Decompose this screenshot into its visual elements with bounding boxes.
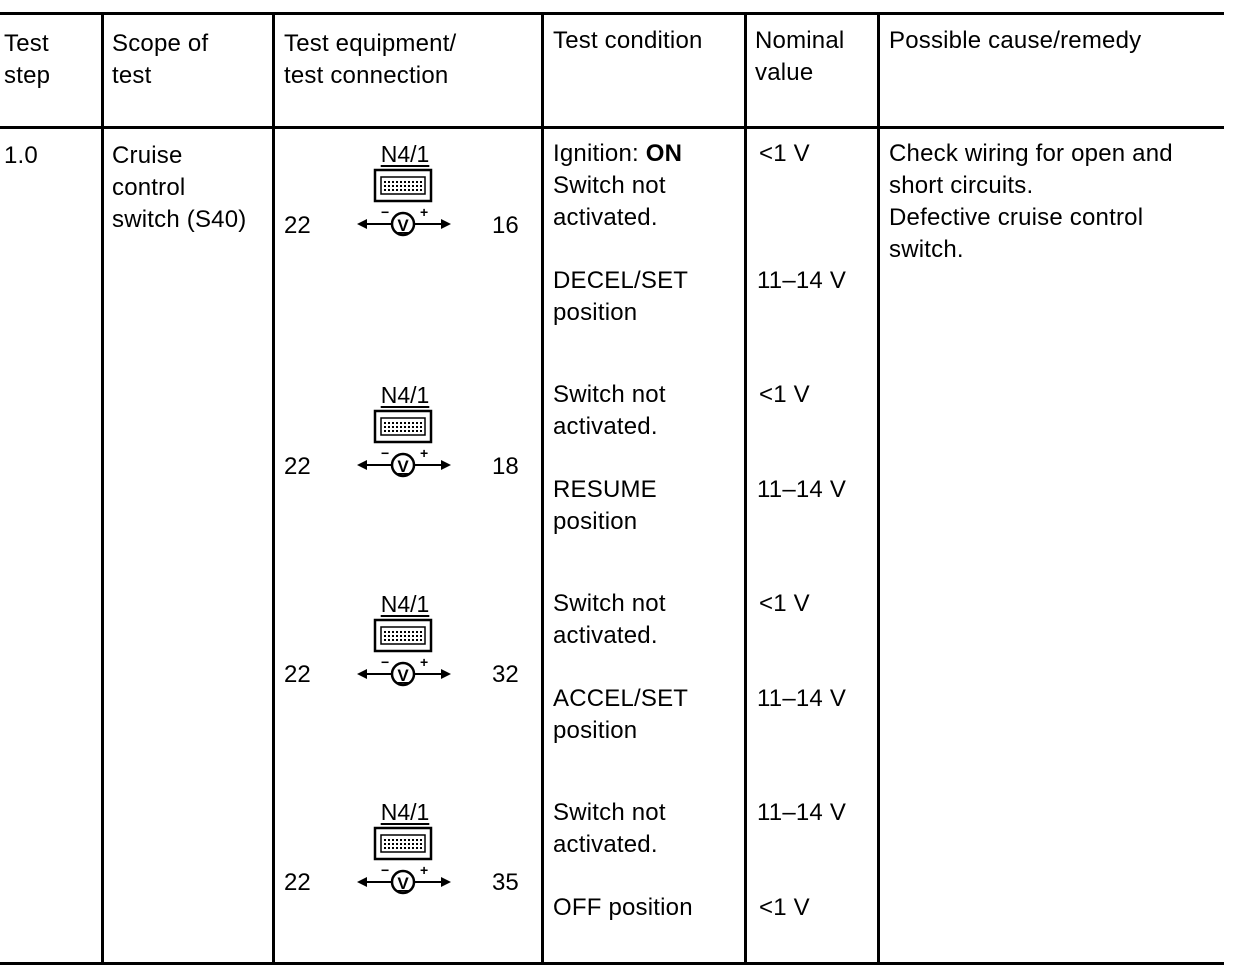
condition-1: Switch not activated. [553, 799, 666, 858]
connector-label: N4/1 [380, 591, 430, 617]
table-top-rule [0, 12, 1224, 15]
svg-text:−: − [381, 204, 390, 220]
remedy-text: Check wiring for open and short circuits. Defective cruise control switch. [889, 140, 1173, 263]
header-bottom-rule [0, 126, 1224, 129]
svg-text:+: + [420, 654, 429, 670]
column-divider [877, 12, 880, 965]
header-scope: Scope of test [112, 30, 209, 89]
pin-left: 22 [284, 212, 311, 239]
value-2: 11–14 V [757, 267, 847, 294]
condition-2: RESUME position [553, 476, 657, 535]
svg-text:−: − [381, 445, 390, 461]
connector-label: N4/1 [380, 382, 430, 408]
column-divider [744, 12, 747, 965]
condition-2: ACCEL/SET position [553, 685, 689, 744]
voltmeter-connection [345, 142, 465, 242]
column-divider [272, 12, 275, 965]
header-test-step: Test step [4, 30, 51, 89]
svg-text:−: − [381, 654, 390, 670]
condition-1: Switch not activated. [553, 381, 666, 440]
header-remedy: Possible cause/remedy [889, 27, 1142, 54]
condition-2: OFF position [553, 894, 693, 921]
pin-right: 32 [492, 661, 519, 688]
condition-2: DECEL/SET position [553, 267, 689, 326]
pin-right: 16 [492, 212, 519, 239]
svg-text:V: V [397, 874, 409, 893]
connector-label: N4/1 [380, 141, 430, 167]
ignition-label: Ignition: [553, 140, 646, 167]
header-nominal: Nominal value [755, 27, 845, 86]
ignition-state: ON [645, 140, 683, 167]
voltmeter-icon [345, 592, 465, 692]
value-1: <1 V [759, 381, 810, 408]
table-bottom-rule [0, 962, 1224, 965]
ignition-condition [553, 138, 682, 170]
svg-text:+: + [420, 204, 429, 220]
header-condition: Test condition [553, 27, 703, 54]
condition-1: Switch not activated. [553, 172, 666, 231]
column-divider [541, 12, 544, 965]
value-2: 11–14 V [757, 685, 847, 712]
header-equipment: Test equipment/ test connection [284, 30, 457, 89]
voltmeter-connection [345, 383, 465, 483]
svg-text:−: − [381, 862, 390, 878]
test-step-number: 1.0 [4, 142, 38, 169]
scope-text: Cruise control switch (S40) [112, 142, 247, 233]
pin-right: 18 [492, 453, 519, 480]
value-1: 11–14 V [757, 799, 847, 826]
value-1: <1 V [759, 590, 810, 617]
column-divider [101, 12, 104, 965]
condition-1: Switch not activated. [553, 590, 666, 649]
pin-left: 22 [284, 453, 311, 480]
svg-text:V: V [397, 666, 409, 685]
pin-left: 22 [284, 869, 311, 896]
voltmeter-connection [345, 592, 465, 692]
svg-text:+: + [420, 445, 429, 461]
pin-right: 35 [492, 869, 519, 896]
voltmeter-icon [345, 142, 465, 242]
pin-left: 22 [284, 661, 311, 688]
svg-text:V: V [397, 457, 409, 476]
value-2: <1 V [759, 894, 810, 921]
voltmeter-connection [345, 800, 465, 900]
voltmeter-icon [345, 383, 465, 483]
svg-text:V: V [397, 216, 409, 235]
value-1: <1 V [759, 140, 810, 167]
value-2: 11–14 V [757, 476, 847, 503]
svg-text:+: + [420, 862, 429, 878]
connector-label: N4/1 [380, 799, 430, 825]
voltmeter-icon [345, 800, 465, 900]
